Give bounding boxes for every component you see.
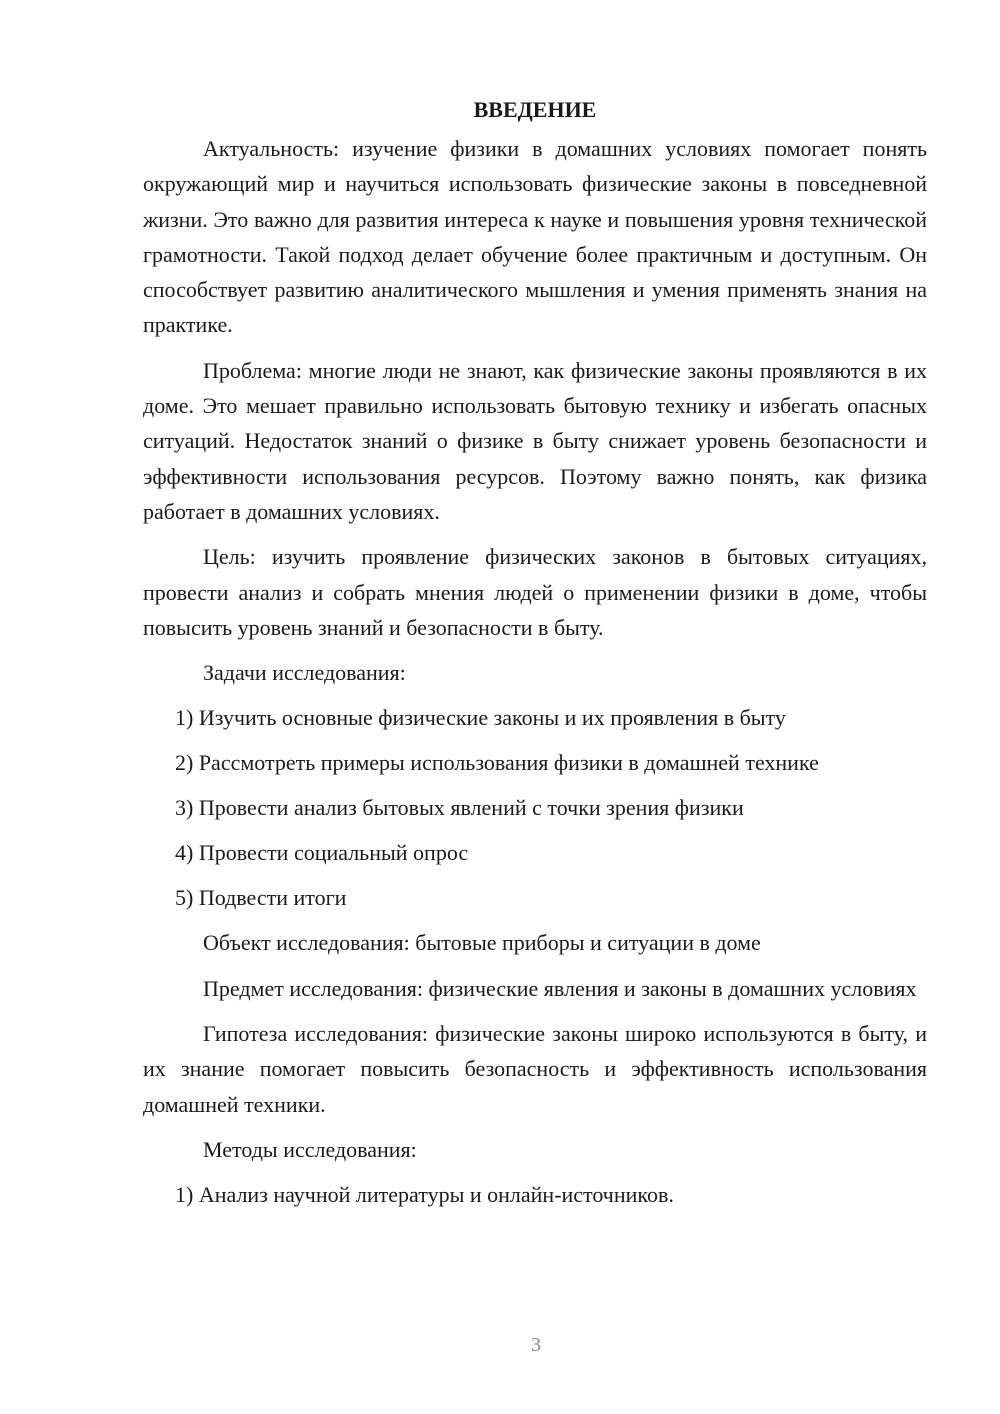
paragraph-goal: Цель: изучить проявление физических законов в бытовых ситуациях, провести анализ и собрать мнения людей о применении физики в доме, чтобы повысить уровень знаний и безопасности в быту. bbox=[143, 544, 927, 640]
paragraph-subject: Предмет исследования: физические явления и законы в домашних условиях bbox=[203, 975, 917, 1001]
paragraph-problem: Проблема: многие люди не знают, как физические законы проявляются в их доме. Это мешает правильно использовать бытовую технику и избегать опасных ситуаций. Недостаток знаний о физике в быту снижает уровень безопасности и эффективности использования ресурсов. Поэтому важно понять, как физика работает в домашних условиях. bbox=[143, 357, 927, 524]
paragraph-object: Объект исследования: бытовые приборы и ситуации в доме bbox=[203, 930, 761, 956]
paragraph-hypothesis: Гипотеза исследования: физические законы широко используются в быту, и их знание помогает повысить безопасность и эффективность использования домашней техники. bbox=[143, 1021, 927, 1117]
page-number: 3 bbox=[531, 1334, 541, 1356]
methods-title: Методы исследования: bbox=[203, 1136, 417, 1162]
tasks-title: Задачи исследования: bbox=[203, 660, 406, 686]
list-item: 1) Изучить основные физические законы и их проявления в быту bbox=[175, 705, 786, 731]
paragraph-relevance: Актуальность: изучение физики в домашних условиях помогает понять окружающий мир и научиться использовать физические законы в повседневной жизни. Это важно для развития интереса к науке и повышения уровня технической грамотности. Такой подход делает обучение более практичным и доступным. Он способствует развитию аналитического мышления и умения применять знания на практике. bbox=[143, 136, 927, 338]
list-item: 5) Подвести итоги bbox=[175, 885, 347, 911]
document-page bbox=[143, 92, 927, 1222]
list-item: 1) Анализ научной литературы и онлайн-источников. bbox=[175, 1182, 674, 1208]
section-heading: ВВЕДЕНИЕ bbox=[473, 97, 597, 122]
methods-list bbox=[143, 1177, 927, 1212]
list-item: 4) Провести социальный опрос bbox=[175, 840, 469, 866]
list-item: 2) Рассмотреть примеры использования физики в домашней технике bbox=[175, 750, 819, 776]
tasks-list bbox=[143, 700, 927, 915]
list-item: 3) Провести анализ бытовых явлений с точки зрения физики bbox=[175, 795, 744, 821]
